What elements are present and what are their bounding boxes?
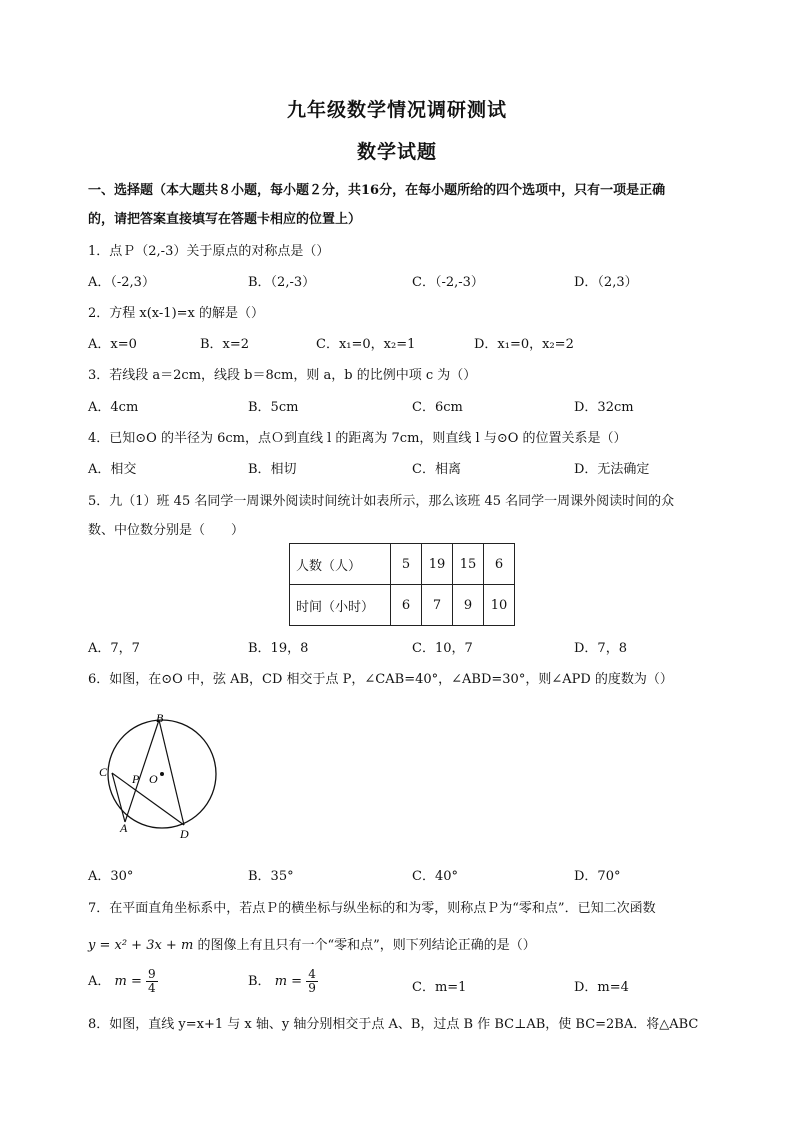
question-7-stem-text: 的图像上有且只有一个“零和点”，则下列结论正确的是（） [197, 938, 536, 953]
section-heading-line1: 一、选择题（本大题共８小题，每小题２分，共16分，在每小题所给的四个选项中，只有一项是正确 [88, 183, 666, 198]
fraction-numerator: 9 [148, 967, 156, 981]
section-heading-line2: 的，请把答案直接填写在答题卡相应的位置上） [88, 212, 362, 227]
table-cell: 7 [422, 585, 453, 626]
question-5-option-c: C．10，7 [412, 641, 473, 656]
question-6-option-a: A．30° [88, 869, 134, 884]
table-row-label: 人数（人） [290, 544, 391, 585]
question-4-stem: 4．已知⊙O 的半径为 6cm，点Ｏ到直线 l 的距离为 7cm，则直线 l 与⊙O 的位置关系是（） [88, 431, 627, 446]
table-cell: 6 [484, 544, 515, 585]
table-row [290, 585, 515, 626]
label-b: B [156, 711, 164, 725]
table-cell: 19 [422, 544, 453, 585]
question-7-options [88, 968, 708, 1004]
question-2-option-d: D．x₁=0，x₂=2 [474, 337, 574, 352]
question-1-option-b: B．（2,-3） [248, 275, 316, 290]
circle-figure [90, 708, 240, 843]
question-6-option-b: B．35° [248, 869, 294, 884]
question-7-option-b [248, 968, 318, 995]
question-2-option-a: A．x=0 [88, 337, 137, 352]
question-5-option-a: A．7，7 [88, 641, 140, 656]
reading-time-table [289, 543, 515, 626]
table-cell: 10 [484, 585, 515, 626]
question-5-option-b: B．19，8 [248, 641, 309, 656]
question-1-option-a: A．（-2,3） [88, 275, 155, 290]
question-5-stem-line2: 数、中位数分别是（ ） [88, 523, 245, 538]
question-4-option-a: A．相交 [88, 462, 137, 477]
question-7-option-a [88, 968, 158, 995]
question-3-option-c: C．6cm [412, 400, 463, 415]
question-6-options [88, 865, 708, 885]
label-c: C [99, 765, 108, 779]
question-7-stem-line1: 7．在平面直角坐标系中，若点Ｐ的横坐标与纵坐标的和为零，则称点Ｐ为“零和点”．已知二次函数 [88, 901, 656, 916]
option-prefix: B． [248, 974, 271, 989]
question-2-options [88, 333, 708, 353]
question-7-option-c: C．m=1 [412, 980, 467, 995]
option-lhs: m = [274, 974, 303, 989]
exam-title: 九年级数学情况调研测试 [286, 99, 507, 121]
label-o: O [149, 772, 158, 786]
question-2-option-b: B．x=2 [200, 337, 250, 352]
table-cell: 6 [391, 585, 422, 626]
quadratic-formula: y = x² + 3x + m [88, 938, 194, 953]
table-cell: 5 [391, 544, 422, 585]
table-row [290, 544, 515, 585]
question-6-option-d: D．70° [574, 869, 621, 884]
label-a: A [120, 821, 128, 835]
label-d: D [180, 827, 189, 841]
question-5-option-d: D．7，8 [574, 641, 627, 656]
question-6-option-c: C．40° [412, 869, 458, 884]
question-4-option-b: B．相切 [248, 462, 297, 477]
question-4-options [88, 458, 708, 478]
question-4-option-c: C．相离 [412, 462, 461, 477]
question-3-option-d: D．32cm [574, 400, 634, 415]
question-3-option-a: A．4cm [88, 400, 139, 415]
question-6-stem: 6．如图，在⊙O 中，弦 AB，CD 相交于点 P，∠CAB=40°，∠ABD=30°，则∠APD 的度数为（） [88, 672, 673, 687]
table-row-label: 时间（小时） [290, 585, 391, 626]
center-point [160, 772, 164, 776]
question-3-stem: 3．若线段 a＝2cm，线段 b＝8cm，则 a，b 的比例中项 c 为（） [88, 368, 477, 383]
question-5-options [88, 637, 708, 657]
fraction [306, 968, 318, 995]
question-3-options [88, 396, 708, 416]
fraction-denominator: 9 [308, 981, 316, 995]
question-1-option-c: C．（-2,-3） [412, 275, 484, 290]
chord-ab [125, 720, 159, 822]
fraction [146, 968, 158, 995]
table-cell: 9 [453, 585, 484, 626]
table-cell: 15 [453, 544, 484, 585]
label-p: P [132, 772, 140, 786]
question-1-option-d: D．（2,3） [574, 275, 638, 290]
question-7-option-d: D．m=4 [574, 980, 629, 995]
fraction-denominator: 4 [148, 981, 156, 995]
fraction-numerator: 4 [308, 967, 316, 981]
question-1-options [88, 271, 708, 291]
question-5-stem-line1: 5．九（1）班 45 名同学一周课外阅读时间统计如表所示，那么该班 45 名同学一周课外阅读时间的众 [88, 494, 675, 509]
option-lhs: m = [114, 974, 142, 989]
question-8-stem: 8．如图，直线 y=x+1 与 x 轴、y 轴分别相交于点 A、B，过点 B 作 BC⊥AB，使 BC=2BA．将△ABC [88, 1017, 699, 1032]
question-2-stem: 2．方程 x(x-1)=x 的解是（） [88, 306, 265, 321]
question-7-stem-line2 [88, 934, 536, 953]
exam-subtitle: 数学试题 [356, 141, 437, 163]
question-4-option-d: D．无法确定 [574, 462, 650, 477]
question-2-option-c: C．x₁=0，x₂=1 [316, 337, 416, 352]
question-1-stem: 1．点Ｐ（2,-3）关于原点的对称点是（） [88, 244, 330, 259]
option-prefix: A． [88, 974, 111, 989]
question-3-option-b: B．5cm [248, 400, 299, 415]
